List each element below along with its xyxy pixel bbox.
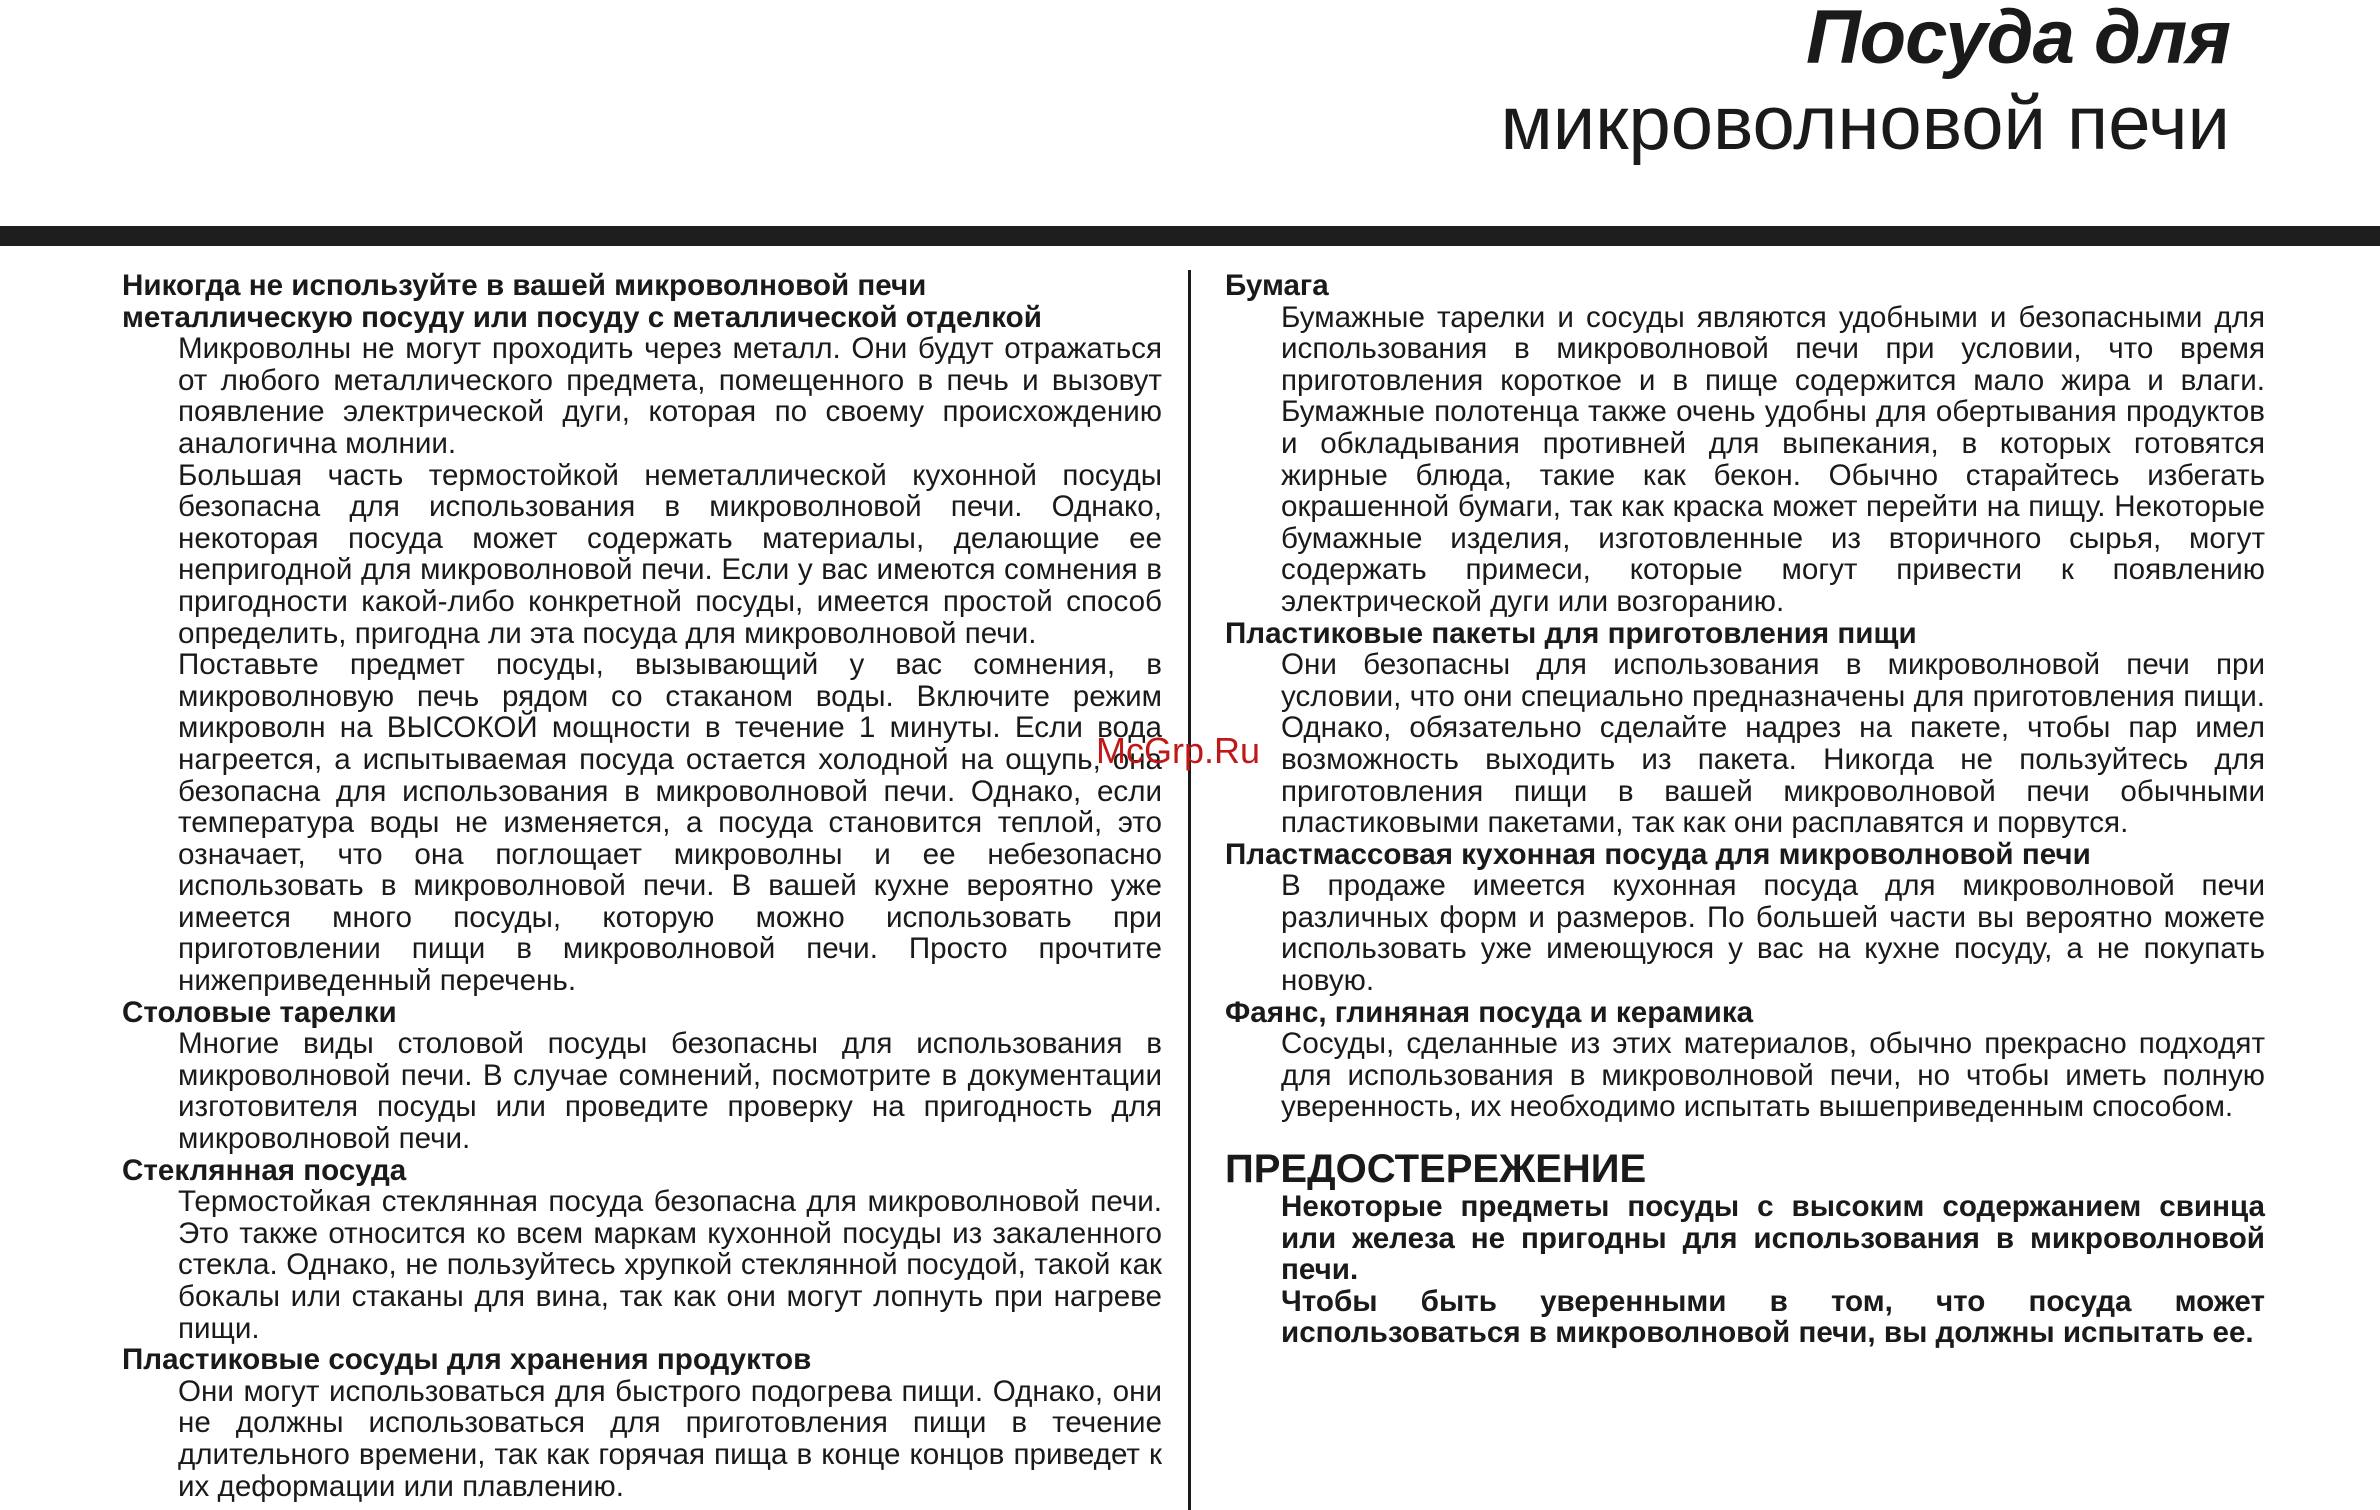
cooking-bags-heading: Пластиковые пакеты для приготовления пищи <box>1225 616 1917 650</box>
right-column <box>1225 270 2265 1349</box>
column-divider <box>1188 270 1191 1510</box>
header-rule <box>0 226 2380 246</box>
plastic-cookware-text: В продаже имеется кухонная посуда для микроволновой печи различных форм и размеров. По большей части вы вероятно можете использовать уже имеющуюся у вас на кухне посуду, а не покупать новую. <box>1281 869 2265 998</box>
glassware-heading: Стеклянная посуда <box>122 1153 407 1187</box>
page-title: Посуда для <box>1806 0 2230 80</box>
tableware-heading: Столовые тарелки <box>122 995 397 1029</box>
test-procedure-paragraph: Поставьте предмет посуды, вызывающий у вас сомнения, в микроволновую печь рядом со стаканом воды. Включите режим микроволн на ВЫСОКОЙ мощности в течение 1 минуты. Если вода нагреется, а испытываемая посуда остается холодной на ощупь, она безопасна для использования в микроволновой печи. Однако, если температура воды не изменяется, а посуда становится теплой, это означает, что она поглощает микроволны и ее небезопасно использовать в микроволновой печи. В вашей кухне вероятно уже имеется много посуды, которую можно использовать при приготовлении пищи в микроволновой печи. Просто прочтите нижеприведенный перечень. <box>178 648 1162 998</box>
heat-resistant-paragraph: Большая часть термостойкой неметаллической кухонной посуды безопасна для использования в микроволновой печи. Однако, некоторая посуда может содержать материалы, делающие ее непригодной для микроволновой печи. Если у вас имеются сомнения в пригодности какой-либо конкретной посуды, имеется простой способ определить, пригодна ли эта посуда для микроволновой печи. <box>178 458 1162 650</box>
ceramics-text: Сосуды, сделанные из этих материалов, обычно прекрасно подходят для использования в микроволновой печи, но чтобы иметь полную уверенность, их необходимо испытать вышеприведенным способом. <box>1281 1027 2265 1124</box>
cooking-bags-text: Они безопасны для использования в микроволновой печи при условии, что они специально предназначены для приготовления пищи. Однако, обязательно сделайте надрез на пакете, чтобы пар имел возможность выходить из пакета. Никогда не пользуйтесь для приготовления пищи в вашей микроволновой печи обычными пластиковыми пакетами, так как они расплавятся и порвутся. <box>1281 648 2265 840</box>
watermark: McGrp.Ru <box>1096 730 1261 771</box>
left-column <box>122 270 1162 1502</box>
glassware-text: Термостойкая стеклянная посуда безопасна для микроволновой печи. Это также относится ко всем маркам кухонной посуды из закаленного стекла. Однако, не пользуйтесь хрупкой стеклянной посудой, такой как бокалы или стаканы для вина, так как они могут лопнуть при нагреве пищи. <box>178 1185 1162 1345</box>
tableware-text: Многие виды столовой посуды безопасны для использования в микроволновой печи. В случае сомнений, посмотрите в документации изготовителя посуды или проведите проверку на пригодность для микроволновой печи. <box>178 1027 1162 1156</box>
plastic-storage-heading: Пластиковые сосуды для хранения продуктов <box>122 1343 812 1377</box>
plastic-storage-text: Они могут использоваться для быстрого подогрева пищи. Однако, они не должны использоваться для приготовления пищи в течение длительного времени, так как горячая пища в конце концов приведет к их деформации или плавлению. <box>178 1374 1162 1503</box>
ceramics-heading: Фаянс, глиняная посуда и керамика <box>1225 995 1754 1029</box>
caution-paragraph-1: Некоторые предметы посуды с высоким содержанием свинца или железа не пригодны для использования в микроволновой печи. <box>1281 1190 2265 1287</box>
page-subtitle: микроволновой печи <box>1500 81 2230 166</box>
paper-text: Бумажные тарелки и сосуды являются удобными и безопасными для использования в микроволновой печи при условии, что время приготовления короткое и в пище содержится мало жира и влаги. Бумажные полотенца также очень удобны для обертывания продуктов и обкладывания противней для выпекания, в которых готовятся жирные блюда, такие как бекон. Обычно старайтесь избегать окрашенной бумаги, так как краска может перейти на пищу. Некоторые бумажные изделия, изготовленные из вторичного сырья, могут содержать примеси, которые могут привести к появлению электрической дуги или возгоранию. <box>1281 300 2265 618</box>
caution-paragraph-2: Чтобы быть уверенными в том, что посуда может использоваться в микроволновой печи, вы должны испытать ее. <box>1281 1284 2265 1350</box>
paper-heading: Бумага <box>1225 269 1329 302</box>
plastic-cookware-heading: Пластмассовая кухонная посуда для микроволновой печи <box>1225 837 2091 871</box>
metal-warning-heading: Никогда не используйте в вашей микроволновой печи металлическую посуду или посуду с металлической отделкой <box>122 269 1042 334</box>
metal-warning-paragraph: Микроволны не могут проходить через металл. Они будут отражаться от любого металлического предмета, помещенного в печь и вызовут появление электрической дуги, которая по своему происхождению аналогична молнии. <box>178 332 1162 460</box>
caution-heading: ПРЕДОСТЕРЕЖЕНИЕ <box>1225 1147 1647 1192</box>
